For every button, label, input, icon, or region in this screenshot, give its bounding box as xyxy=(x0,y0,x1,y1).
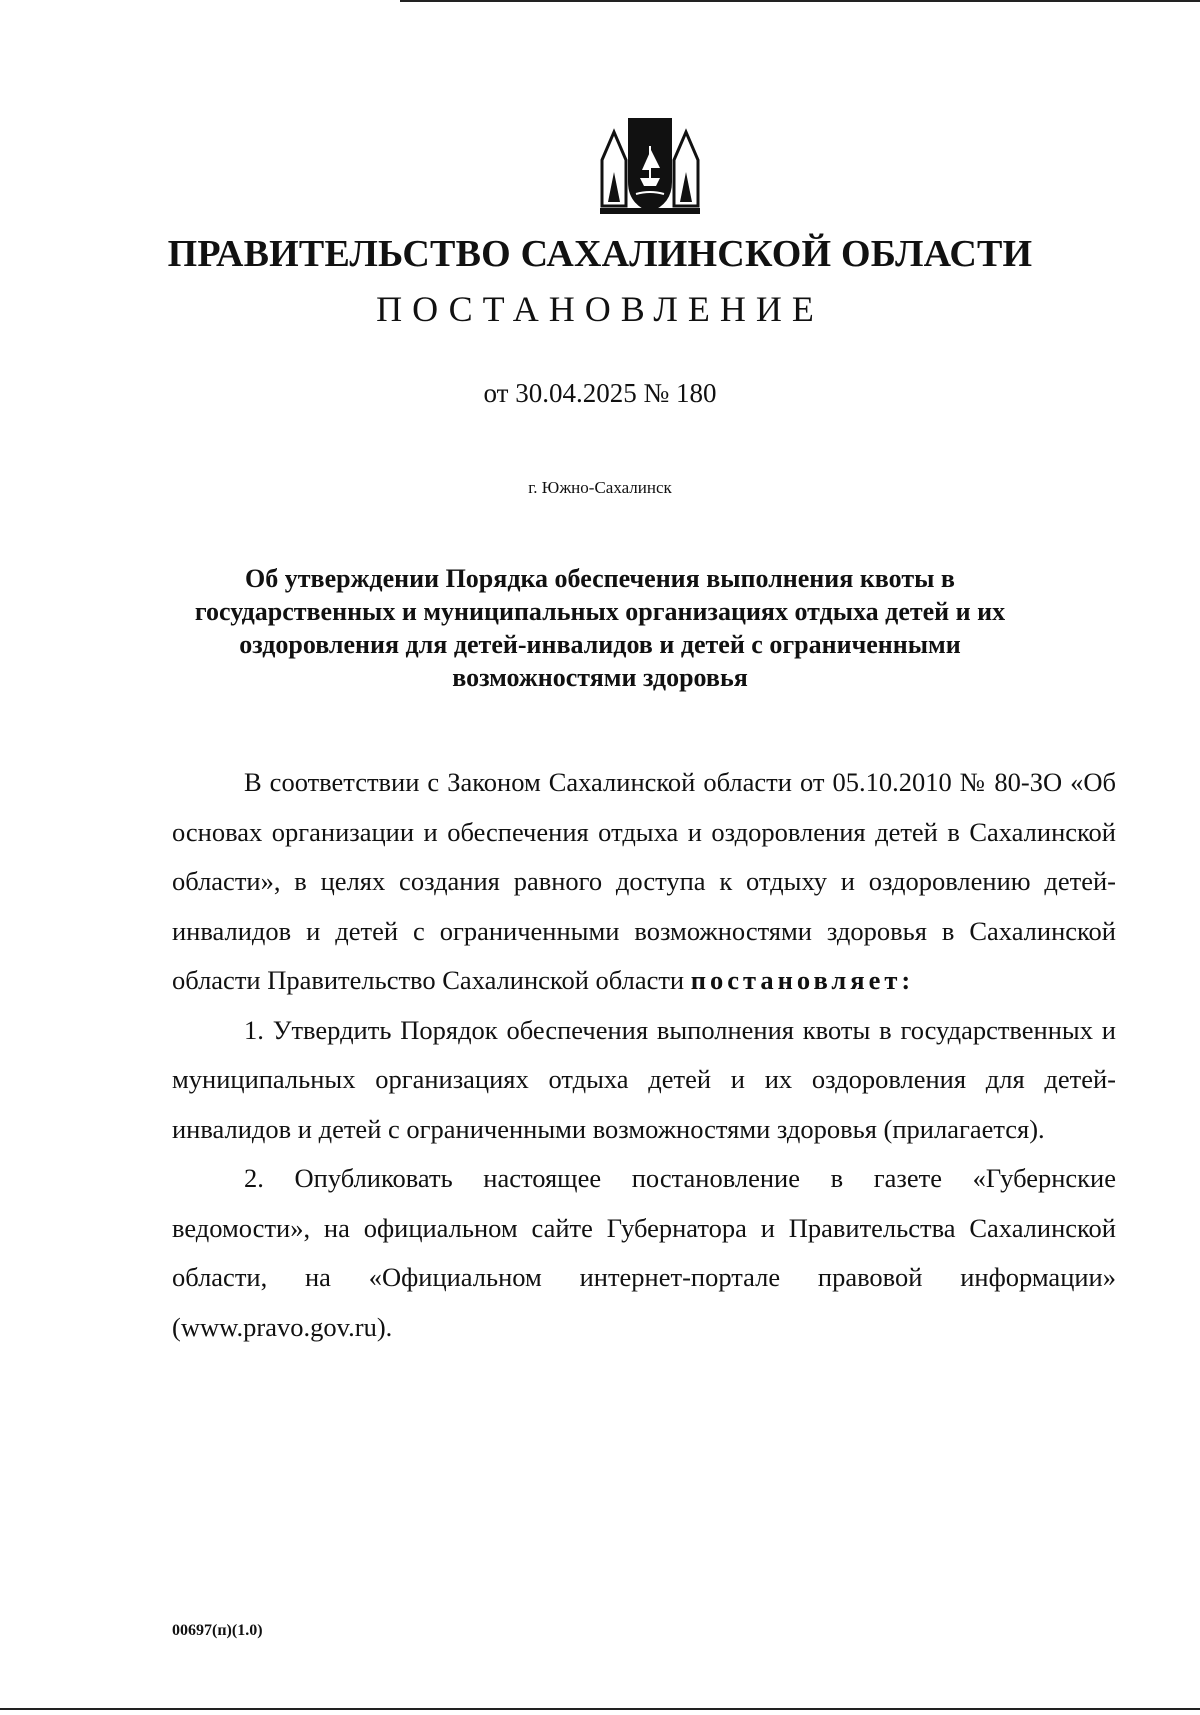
subject-line: оздоровления для детей-инвалидов и детей с ограниченными xyxy=(239,630,961,659)
document-date-number: от 30.04.2025 № 180 xyxy=(483,378,717,408)
subject-line: государственных и муниципальных организациях отдыха детей и их xyxy=(194,597,1006,626)
resolves-colon: : xyxy=(901,965,915,995)
document-subject xyxy=(150,562,1050,694)
coat-of-arms-icon xyxy=(596,112,704,220)
subject-line: возможностями здоровья xyxy=(452,663,748,692)
resolves-word: постановляет xyxy=(690,965,902,995)
scan-border-top xyxy=(400,0,1200,2)
item-2-paragraph: 2. Опубликовать настоящее постановление в газете «Губернские ведомости», на официальном сайте Губернатора и Правительства Сахалинской области, на «Официальном интернет-портале правовой информации» (www.pravo.gov.ru). xyxy=(172,1163,1116,1342)
organization-title: ПРАВИТЕЛЬСТВО САХАЛИНСКОЙ ОБЛАСТИ xyxy=(167,233,1033,275)
document-city: г. Южно-Сахалинск xyxy=(528,478,672,497)
preamble-text: В соответствии с Законом Сахалинской области от 05.10.2010 № 80-ЗО «Об основах организации и обеспечения отдыха и оздоровления детей в Сахалинской области», в целях создания равного доступа к отдыху и оздоровлению детей-инвалидов и детей с ограниченными возможностями здоровья в Сахалинской области Правительство Сахалинской области xyxy=(172,767,1116,995)
document-body xyxy=(172,758,1116,1352)
document-type: ПОСТАНОВЛЕНИЕ xyxy=(376,289,824,329)
form-code: 00697(п)(1.0) xyxy=(172,1622,263,1639)
item-1-paragraph: 1. Утвердить Порядок обеспечения выполнения квоты в государственных и муниципальных организациях отдыха детей и их оздоровления для детей-инвалидов и детей с ограниченными возможностями здоровья (прилагается). xyxy=(172,1014,1116,1144)
scan-border-bottom xyxy=(0,1708,1200,1710)
preamble-paragraph xyxy=(172,758,1116,1006)
subject-line: Об утверждении Порядка обеспечения выполнения квоты в xyxy=(245,564,955,593)
